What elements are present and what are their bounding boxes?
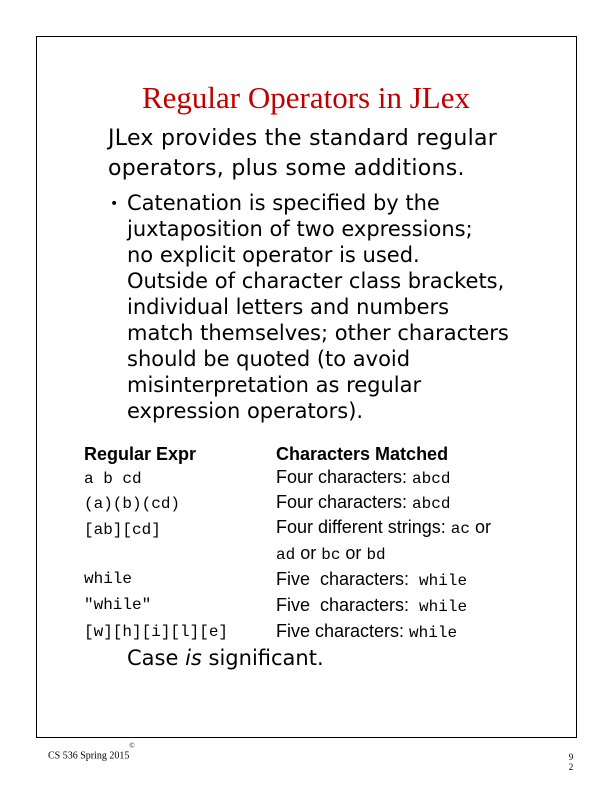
desc-text: Four characters: (276, 492, 413, 512)
desc-code: abcd (412, 470, 451, 488)
bullet-paragraph (127, 190, 547, 424)
bullet-line: juxtaposition of two expressions; (127, 217, 473, 241)
table-cell-expr: "while" (84, 596, 152, 614)
table-cell-desc-continuation (276, 543, 386, 564)
page-number-digit: 9 (568, 752, 574, 762)
table-cell-desc (276, 492, 450, 513)
desc-text: Five characters: (276, 569, 420, 589)
desc-text: Four characters: (276, 467, 413, 487)
page-number-digit: 2 (568, 762, 574, 772)
table-cell-expr: [ab][cd] (84, 521, 161, 539)
intro-line: JLex provides the standard regular (108, 126, 498, 151)
closing-emphasis: is (185, 646, 202, 670)
footer-course-text: CS 536 Spring 2015 (48, 750, 130, 762)
bullet-line: Outside of character class brackets, (127, 269, 505, 293)
bullet-line: expression operators). (127, 399, 364, 423)
slide-title: Regular Operators in JLex (142, 80, 470, 115)
table-cell-desc (276, 517, 491, 538)
copyright-mark: © (129, 742, 135, 750)
desc-after: or (469, 517, 491, 537)
desc-code: while (419, 572, 468, 590)
closing-text: significant. (201, 646, 324, 670)
closing-note (127, 646, 324, 670)
table-header-regular-expr: Regular Expr (84, 444, 197, 464)
bullet-line: Catenation is specified by the (127, 191, 440, 215)
table-cell-desc (276, 595, 467, 616)
bullet-line: no explicit operator is used. (127, 243, 420, 267)
table-cell-expr: a b cd (84, 470, 142, 488)
desc-text: Five characters: (276, 595, 420, 615)
desc-text: Four different strings: (276, 517, 451, 537)
desc-code: ad (276, 546, 296, 564)
table-cell-expr: while (84, 570, 133, 588)
bullet-line: individual letters and numbers (127, 295, 450, 319)
desc-code: bc (321, 546, 341, 564)
bullet-line: misinterpretation as regular (127, 373, 422, 397)
table-cell-expr: (a)(b)(cd) (84, 495, 181, 513)
desc-text: Five characters: (276, 621, 410, 641)
desc-code: bd (366, 546, 386, 564)
desc-code: while (419, 598, 468, 616)
bullet-line: should be quoted (to avoid (127, 347, 411, 371)
table-cell-desc (276, 467, 450, 488)
footer-course (48, 742, 135, 762)
closing-text: Case (127, 646, 186, 670)
desc-text: or (295, 543, 322, 563)
intro-paragraph (108, 124, 548, 184)
table-cell-desc (276, 621, 457, 642)
desc-text: or (340, 543, 367, 563)
desc-code: abcd (412, 495, 451, 513)
page-number (566, 752, 576, 772)
bullet-marker: • (110, 196, 119, 212)
bullet-line: match themselves; other characters (127, 321, 509, 345)
table-header-characters-matched: Characters Matched (276, 444, 449, 464)
table-cell-expr: [w][h][i][l][e] (84, 623, 229, 641)
desc-code: while (409, 624, 458, 642)
table-cell-desc (276, 569, 467, 590)
intro-line: operators, plus some additions. (108, 156, 465, 181)
desc-code: ac (450, 520, 470, 538)
